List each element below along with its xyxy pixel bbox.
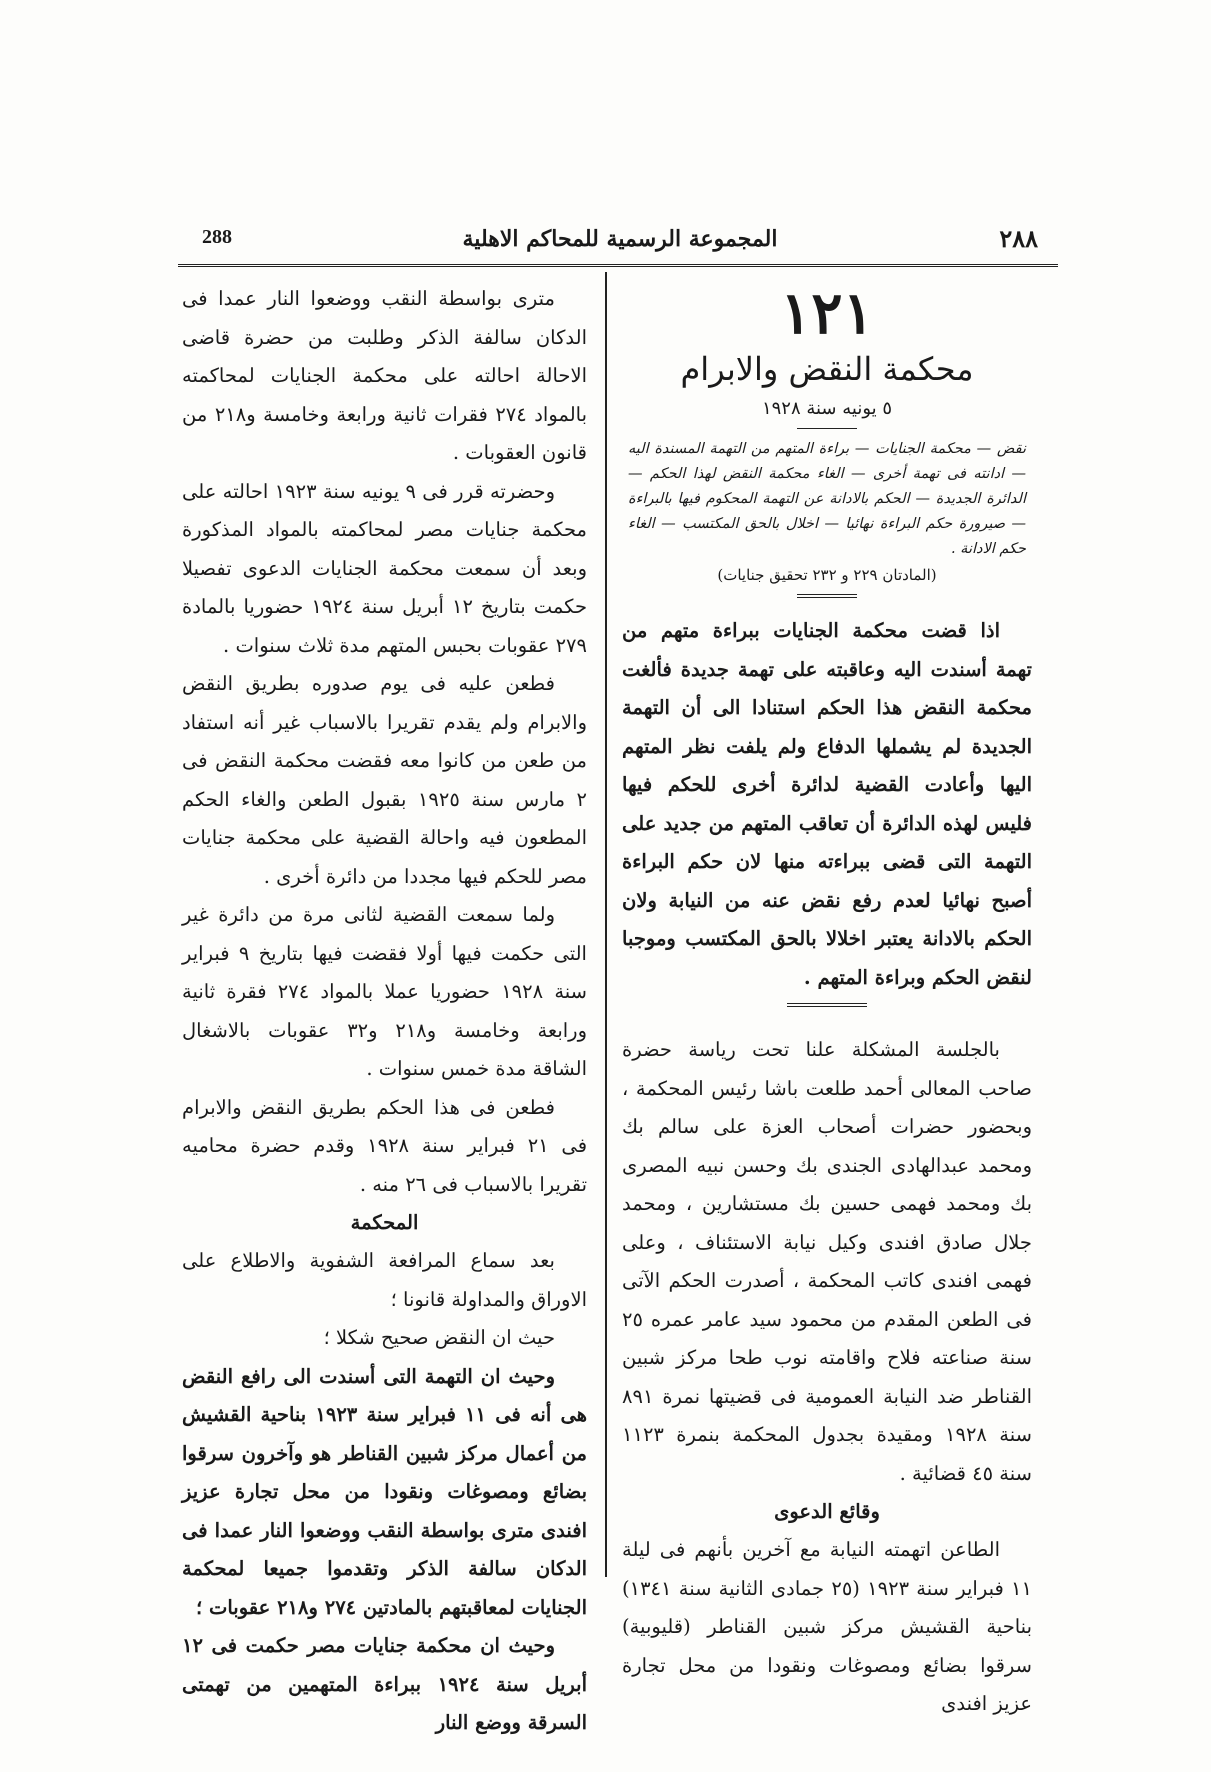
running-title: المجموعة الرسمية للمحاكم الاهلية xyxy=(462,226,778,252)
paragraph-deliberation: بعد سماع المرافعة الشفوية والاطلاع على الاوراق والمداولة قانونا ؛ xyxy=(182,1249,587,1311)
facts-heading: وقائع الدعوى xyxy=(774,1500,880,1523)
headnote-rule xyxy=(797,594,857,598)
court-heading: المحكمة xyxy=(350,1211,419,1234)
paragraph-charges: مترى بواسطة النقب ووضعوا النار عمدا فى الدكان سالفة الذكر وطلبت من حضرة قاضى الاحالة احالته على محكمة الجنايات لمحاكمته بالمواد ٢٧٤ فقرات ثانية ورابعة وخامسة و٢١٨ من قانون العقوبات . xyxy=(182,287,588,464)
header-rule xyxy=(178,264,1058,267)
headnote-keywords: نقض — محكمة الجنايات — براءة المتهم من التهمة المسندة اليه — ادانته فى تهمة أخرى — الغاء محكمة النقض لهذا الحكم — الدائرة الجديدة — الحكم بالادانة عن التهمة المحكوم فيها بالبراءة — صيرورة حكم البراءة نهائيا — اخلال بالحق المكتسب — الغاء حكم الادانة . xyxy=(628,441,1026,557)
paragraph-retrial: ولما سمعت القضية لثانى مرة من دائرة غير التى حكمت فيها أولا فقضت فيها بتاريخ ٩ فبراير سنة ١٩٢٨ حضوريا عملا بالمواد ٢٧٤ فقرة ثانية ورابعة وخامسة و٢١٨ و٣٢ عقوبات بالاشغال الشاقة مدة خمس سنوات . xyxy=(182,903,587,1080)
column-divider xyxy=(605,272,607,1577)
right-column xyxy=(622,279,1032,1724)
paragraph-form-valid: حيث ان النقض صحيح شكلا ؛ xyxy=(323,1326,555,1349)
paragraph-first-appeal: فطعن عليه فى يوم صدوره بطريق النقض والابرام ولم يقدم تقريرا بالاسباب غير أنه استفاد من طعن من كانوا معه فقضت محكمة النقض فى ٢ مارس سنة ١٩٢٥ بقبول الطعن والغاء الحكم المطعون فيه واحالة القضية على محكمة جنايات مصر للحكم فيها مجددا من دائرة أخرى . xyxy=(182,672,587,888)
left-column xyxy=(182,280,587,1743)
court-title: محكمة النقض والابرام xyxy=(680,350,974,388)
paragraph-second-appeal: فطعن فى هذا الحكم بطريق النقض والابرام فى ٢١ فبراير سنة ١٩٢٨ وقدم حضرة محاميه تقريرا بالاسباب فى ٢٦ منه . xyxy=(182,1095,588,1196)
case-date: ٥ يونيه سنة ١٩٢٨ xyxy=(761,398,893,419)
page-number-arabic: ٢٨٨ xyxy=(999,224,1038,253)
page-number-latin: 288 xyxy=(202,226,232,248)
paragraph-referral: وحضرته قرر فى ٩ يونيه سنة ١٩٢٣ احالته على محكمة جنايات مصر لمحاكمته بالمواد المذكورة وبعد أن سمعت محكمة الجنايات الدعوى تفصيلا حكمت بتاريخ ١٢ أبريل سنة ١٩٢٤ حضوريا بالمادة ٢٧٩ عقوبات بحبس المتهم مدة ثلاث سنوات . xyxy=(182,479,587,657)
title-rule xyxy=(797,428,857,429)
paragraph-acquittal: وحيث ان محكمة جنايات مصر حكمت فى ١٢ أبريل سنة ١٩٢٤ ببراءة المتهمين من تهمتى السرقة ووضع النار xyxy=(182,1634,587,1734)
case-number: ١٢١ xyxy=(780,279,874,347)
paragraph-charge-recital: وحيث ان التهمة التى أسندت الى رافع النقض هى أنه فى ١١ فبراير سنة ١٩٢٣ بناحية القشيش من أعمال مركز شبين القناطر هو وآخرون سرقوا بضائع ومصوغات ونقودا من محل تجارة عزيز افندى مترى بواسطة النقب ووضعوا النار عمدا فى الدكان سالفة الذكر وتقدموا جميعا لمحكمة الجنايات لمعاقبتهم بالمادتين ٢٧٤ و٢١٨ عقوبات ؛ xyxy=(182,1364,587,1619)
legal-principle-summary: اذا قضت محكمة الجنايات ببراءة متهم من تهمة أسندت اليه وعاقبته على تهمة جديدة فألغت محكمة النقض هذا الحكم استنادا الى أن التهمة الجديدة لم يشملها الدفاع ولم يلفت نظر المتهم اليها وأعادت القضية لدائرة أخرى للحكم فيها فليس لهذه الدائرة أن تعاقب المتهم من جديد على التهمة التى قضى ببراءته منها لان حكم البراءة أصبح نهائيا لعدم رفع نقض عنه من النيابة ولان الحكم بالادانة يعتبر اخلالا بالحق المكتسب وموجبا لنقض الحكم وبراءة المتهم . xyxy=(622,619,1032,989)
page-header xyxy=(190,226,1050,260)
court-composition-paragraph: بالجلسة المشكلة علنا تحت رياسة حضرة صاحب المعالى أحمد طلعت باشا رئيس المحكمة ، وبحضور حضرات أصحاب العزة على سالم بك ومحمد عبدالهادى الجندى بك وحسن نبيه المصرى بك ومحمد فهمى حسين بك مستشارين ، ومحمد جلال صادق افندى وكيل نيابة الاستئناف ، وعلى فهمى افندى كاتب المحكمة ، أصدرت الحكم الآتى فى الطعن المقدم من محمود سيد عامر عمره ٢٥ سنة صناعته فلاح واقامته نوب طحا مركز شبين القناطر ضد النيابة العمومية فى قضيتها نمرة ٨٩١ سنة ١٩٢٨ ومقيدة بجدول المحكمة بنمرة ١١٢٣ سنة ٤٥ قضائية . xyxy=(622,1038,1032,1485)
legal-articles: (المادتان ٢٢٩ و ٢٣٢ تحقيق جنايات) xyxy=(717,566,937,584)
summary-end-rule xyxy=(787,1003,867,1007)
facts-paragraph: الطاعن اتهمته النيابة مع آخرين بأنهم فى ليلة ١١ فبراير سنة ١٩٢٣ (٢٥ جمادى الثانية سنة ١٣٤١) بناحية القشيش مركز شبين القناطر (قليوبية) سرقوا بضائع ومصوغات ونقودا من محل تجارة عزيز افندى xyxy=(622,1538,1032,1715)
